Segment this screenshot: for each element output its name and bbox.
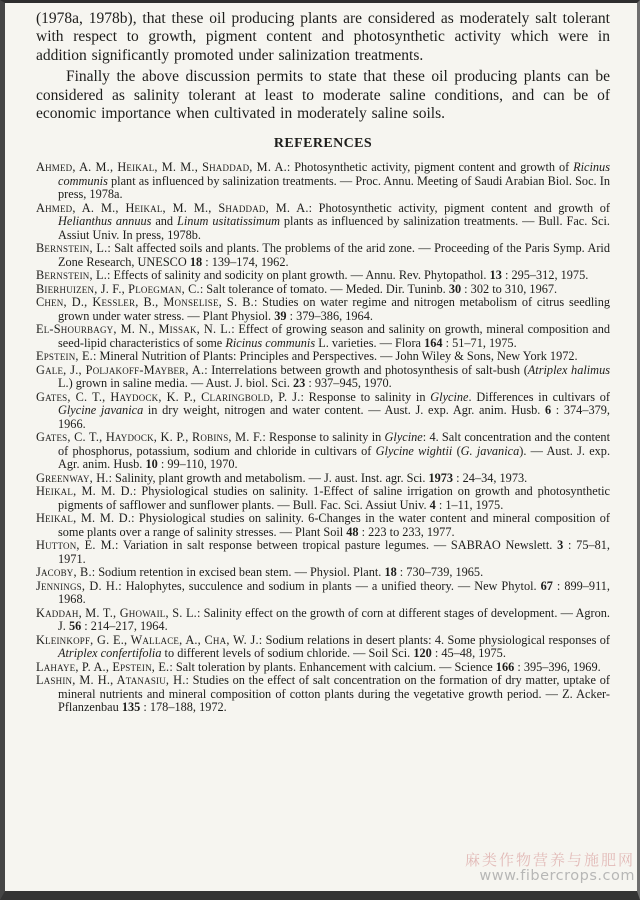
watermark-url-text: www.fibercrops.com bbox=[479, 867, 635, 884]
reference-entry: Ahmed, A. M., Heikal, M. M., Shaddad, M. A.: Photosynthetic activity, pigment content and growth of Helianthus annuus and Linum usitatissimum plants as influenced by salinization treatments. — Bull. Fac. Sci. Assiut Univ. In press, 1978b. bbox=[36, 200, 611, 242]
reference-entry: Bernstein, L.: Effects of salinity and sodicity on plant growth. — Annu. Rev. Phytopathol. 13 : 295–312, 1975. bbox=[36, 268, 589, 283]
reference-entry: Bierhuizen, J. F., Ploegman, C.: Salt tolerance of tomato. — Meded. Dir. Tuninb. 30 : 302 to 310, 1967. bbox=[36, 281, 558, 296]
reference-entry: Heikal, M. M. D.: Physiological studies on salinity. 1-Effect of saline irrigation on growth and photosynthetic pigments of safflower and sunflower plants. — Bull. Fac. Sci. Assiut Univ. 4 : 1–11, 1975. bbox=[36, 484, 610, 512]
reference-entry: Chen, D., Kessler, B., Monselise, S. B.: Studies on water regime and nitrogen metabolism of citrus seedling grown under water stress. — Plant Physiol. 39 : 379–386, 1964. bbox=[36, 295, 610, 323]
watermark-chinese-text: 麻类作物营养与施肥网 bbox=[464, 851, 635, 870]
body-paragraph-2: Finally the above discussion permits to state that these oil producing plants can be considered as salinity tolerant at least to moderate saline conditions, and can be of economic importance when cultivated in moderately saline soils. bbox=[36, 68, 610, 123]
reference-entry: Gates, C. T., Haydock, K. P., Claringbold, P. J.: Response to salinity in Glycine. Differences in cultivars of Glycine javanica in dry weight, nitrogen and water content. — Aust. J. exp. Agr. anim. Husb. 6 : 374–379, 1966. bbox=[36, 389, 610, 431]
watermark bbox=[465, 853, 635, 884]
reference-entry: Kaddah, M. T., Ghowail, S. L.: Salinity effect on the growth of corn at different stages of development. — Agron. J. 56 : 214–217, 1964. bbox=[36, 605, 611, 634]
reference-entry: Lashin, M. H., Atanasiu, H.: Studies on the effect of salt concentration on the formation of dry matter, uptake of mineral nutrients and mineral composition of cotton plants during the vegetative growth period. — Z. Acker- Pflanzenbau 135 : 178–188, 1972. bbox=[36, 673, 610, 715]
reference-entry: El-Shourbagy, M. N., Missak, N. L.: Effect of growing season and salinity on growth, mineral composition and seed-lipid characteristics of some Ricinus communis L. varieties. — Flora 164 : 51–71, 1975. bbox=[36, 322, 610, 350]
reference-entry: Jennings, D. H.: Halophytes, succulence and sodium in plants — a unified theory. — New Phytol. 67 : 899–911, 1968. bbox=[36, 578, 610, 607]
reference-entry: Lahaye, P. A., Epstein, E.: Salt toleration by plants. Enhancement with calcium. — Science 166 : 395–396, 1969. bbox=[36, 659, 601, 674]
references-heading: REFERENCES bbox=[273, 136, 373, 152]
reference-entry: Heikal, M. M. D.: Physiological studies on salinity. 6-Changes in the water content and mineral composition of some plants over a range of salinity stresses. — Plant Soil 48 : 223 to 233, 1977. bbox=[36, 511, 610, 539]
reference-entry: Kleinkopf, G. E., Wallace, A., Cha, W. J.: Sodium relations in desert plants: 4. Some physiological responses of Atriplex confertifolia to different levels of sodium chloride. — Soil Sci. 120 : 45–48, 1975. bbox=[36, 632, 611, 661]
reference-entry: Hutton, E. M.: Variation in salt response between tropical pasture legumes. — SABRAO Newslett. 3 : 75–81, 1971. bbox=[36, 538, 610, 566]
references-list bbox=[36, 161, 610, 715]
reference-entry: Jacoby, B.: Sodium retention in excised bean stem. — Physiol. Plant. 18 : 730–739, 1965. bbox=[36, 565, 484, 580]
reference-entry: Gale, J., Poljakoff-Mayber, A.: Interrelations between growth and photosynthesis of salt-bush (Atriplex halimus L.) grown in saline media. — Aust. J. biol. Sci. 23 : 937–945, 1970. bbox=[36, 362, 610, 391]
reference-entry: Bernstein, L.: Salt affected soils and plants. The problems of the arid zone. — Proceeding of the Paris Symp. Arid Zone Research, UNESCO 18 : 139–174, 1962. bbox=[36, 241, 610, 269]
reference-entry: Ahmed, A. M., Heikal, M. M., Shaddad, M. A.: Photosynthetic activity, pigment content and growth of Ricinus communis plant as influenced by salinization treatments. — Proc. Annu. Meeting of Saudi Arabian Biol. Soc. In press, 1978a. bbox=[36, 160, 610, 202]
body-paragraph-1: (1978a, 1978b), that these oil producing plants are considered as moderately salt tolerant with respect to growth, pigment content and photosynthetic activity which were in addition significantly promoted under salinization treatments. bbox=[36, 10, 610, 64]
reference-entry: Greenway, H.: Salinity, plant growth and metabolism. — J. aust. Inst. agr. Sci. 1973 : 24–34, 1973. bbox=[36, 470, 528, 485]
reference-entry: Epstein, E.: Mineral Nutrition of Plants: Principles and Perspectives. — John Wiley & Sons, New York 1972. bbox=[36, 349, 578, 364]
reference-entry: Gates, C. T., Haydock, K. P., Robins, M. F.: Response to salinity in Glycine: 4. Salt concentration and the content of phosphorus, potassium, sodium and chloride in cultivars of Glycine wightii (G. javanica). — Aust. J. exp. Agr. anim. Husb. 10 : 99–110, 1970. bbox=[36, 430, 611, 472]
